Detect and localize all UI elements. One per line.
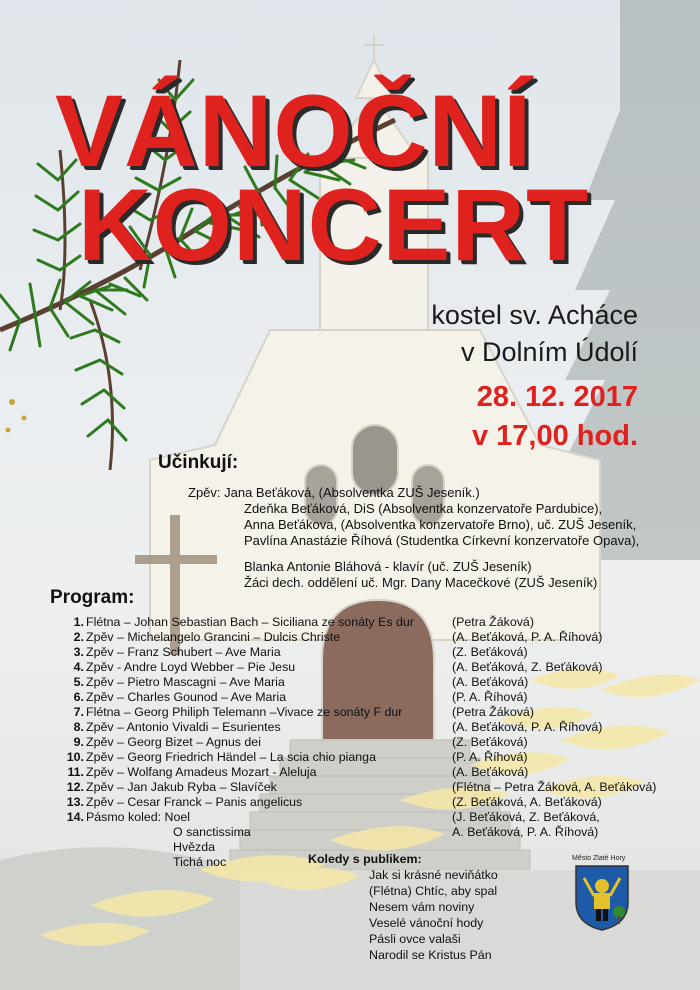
town-crest-icon [574, 864, 630, 932]
venue-line-2: v Dolním Údolí [460, 337, 638, 367]
program-item-performer: (Z. Beťáková) [452, 735, 528, 749]
program-item-text: Zpěv – Cesar Franck – Panis angelicus [86, 795, 303, 809]
program-item-performer: (P. A. Říhová) [452, 750, 528, 764]
program-item-performer: (Z. Beťáková, A. Beťáková) [452, 795, 602, 809]
concert-date: 28. 12. 2017 [476, 381, 638, 413]
carol-item: Pásli ovce valaši [369, 932, 461, 946]
performers-heading: Učinkují: [158, 452, 239, 473]
program-item-text: Flétna – Georg Philiph Telemann –Vivace ze sonáty F dur [86, 705, 403, 719]
program-item-text: Zpěv – Georg Bizet – Agnus dei [86, 735, 261, 749]
program-item-performer: (Petra Žáková) [452, 615, 534, 629]
program-item-number: 2. [73, 630, 84, 644]
carol-medley-item: Tichá noc [173, 855, 227, 869]
program-item-performer: (A. Beťáková) [452, 675, 529, 689]
program-item-number: 12. [66, 780, 84, 794]
program-item [0, 795, 700, 810]
concert-time: v 17,00 hod. [471, 420, 638, 452]
carol-item: (Flétna) Chtíc, aby spal [369, 884, 498, 898]
program-item-text: Zpěv - Andre Loyd Webber – Pie Jesu [86, 660, 296, 674]
program-heading: Program: [50, 587, 135, 608]
carol-item: Jak si krásné neviňátko [369, 868, 498, 882]
performer-line: Blanka Antonie Bláhová - klavír (uč. ZUŠ Jeseník) [244, 559, 532, 574]
program-item-performer: (A. Beťáková, P. A. Říhová) [452, 630, 603, 644]
program-item [0, 690, 700, 705]
performer-line: Anna Beťákova, (Absolventka konzervatoře Brno), uč. ZUŠ Jeseník, [244, 517, 637, 532]
venue-line-1: kostel sv. Achácе [431, 300, 638, 330]
program-item-text: Zpěv – Franz Schubert – Ave Maria [86, 645, 281, 659]
program-item [0, 810, 700, 825]
program-item-performer: (A. Beťáková, P. A. Říhová) [452, 720, 603, 734]
program-item-performer: (A. Beťáková) [452, 765, 529, 779]
program-item-text: Zpěv – Charles Gounod – Ave Maria [86, 690, 287, 704]
program-item-continuation [0, 825, 700, 840]
program-item-number: 11. [67, 765, 84, 779]
program-item-number: 8. [73, 720, 84, 734]
program-item-number: 3. [73, 645, 84, 659]
program-item [0, 720, 700, 735]
program-item-performer: (J. Beťáková, Z. Beťáková, [452, 810, 600, 824]
program-item-performer: (P. A. Říhová) [452, 690, 528, 704]
performer-line: Zpěv: Jana Beťáková, (Absolventka ZUŠ Jeseník.) [188, 485, 480, 500]
program-item [0, 750, 700, 765]
performer-line: Žáci dech. oddělení uč. Mgr. Dany Macečkové (ZUŠ Jeseník) [244, 575, 598, 590]
program-item-number: 6. [73, 690, 84, 704]
program-item-text: Zpěv – Antonio Vivaldi – Esurientes [86, 720, 281, 734]
program-item-performer: (A. Beťáková, Z. Beťáková) [452, 660, 603, 674]
program-item-text: Zpěv – Georg Friedrich Händel – La scia chio pianga [86, 750, 376, 764]
program-item-performer: (Z. Beťáková) [452, 645, 528, 659]
program-item-text: Zpěv – Pietro Mascagni – Ave Maria [86, 675, 285, 689]
performer-line: Zdeňka Beťáková, DiS (Absolventka konzervatoře Pardubice), [244, 501, 603, 516]
program-item [0, 780, 700, 795]
program-item-number: 5. [73, 675, 84, 689]
crest-caption: Město Zlaté Hory [572, 855, 626, 862]
program-item [0, 645, 700, 660]
program-item-performer: A. Beťáková, P. A. Říhová) [452, 825, 599, 839]
carol-medley-item: Hvězda [173, 840, 216, 854]
program-item-number: 9. [73, 735, 84, 749]
program-item-text: Zpěv – Michelangelo Grancini – Dulcis Christe [86, 630, 341, 644]
program-item-performer: (Flétna – Petra Žáková, A. Beťáková) [452, 780, 657, 794]
carol-item: Veselé vánoční hody [369, 916, 484, 930]
carol-item: Narodil se Kristus Pán [369, 948, 492, 962]
program-item-text: Zpěv – Jan Jakub Ryba – Slavíček [86, 780, 277, 794]
program-item [0, 735, 700, 750]
program-item-number: 13. [66, 795, 84, 809]
title-line-2: KONCERT [78, 168, 590, 282]
carol-item: Nesem vám noviny [369, 900, 475, 914]
program-item-text: Pásmo koled: Noel [86, 810, 190, 824]
program-item [0, 675, 700, 690]
program-item [0, 660, 700, 675]
program-item-performer: (Petra Žáková) [452, 705, 534, 719]
program-item [0, 765, 700, 780]
title-line-1: VÁNOČNÍ [55, 74, 533, 188]
program-item [0, 630, 700, 645]
program-item-text: Zpěv – Wolfang Amadeus Mozart - Aleluja [86, 765, 317, 779]
carol-medley-item: O sanctissima [173, 825, 251, 839]
program-item-text: Flétna – Johan Sebastian Bach – Siciliana ze sonáty Es dur [86, 615, 414, 629]
program-item [0, 705, 700, 720]
koledy-heading: Koledy s publikem: [308, 852, 422, 866]
program-item-number: 1. [73, 615, 84, 629]
program-item-number: 10. [66, 750, 84, 764]
program-item-number: 7. [73, 705, 84, 719]
program-item-number: 14. [66, 810, 84, 824]
performer-line: Pavlína Anastázie Říhová (Studentka Církevní konzervatoře Opava), [244, 533, 640, 548]
program-item-number: 4. [73, 660, 84, 674]
program-item [0, 615, 700, 630]
